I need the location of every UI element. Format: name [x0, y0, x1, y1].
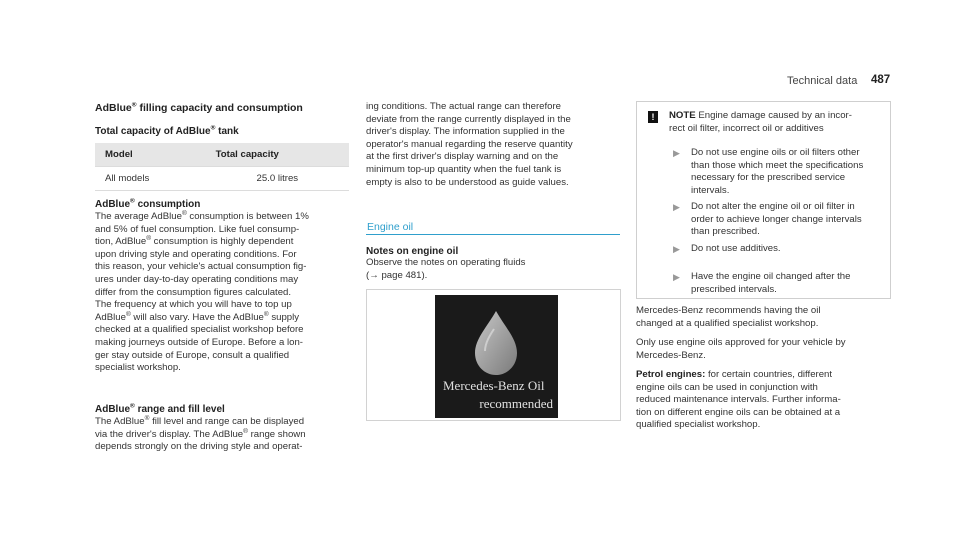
table-header-capacity: Total capacity: [206, 143, 349, 167]
heading-adblue-capacity: AdBlue® filling capacity and consumption: [95, 101, 303, 114]
table-cell-model: All models: [95, 167, 206, 191]
notes-text: [366, 257, 626, 282]
note-bullet-item: [691, 147, 886, 197]
text-line: checked at a qualified specialist workshop before: [95, 324, 304, 336]
note-bullet-item: [691, 243, 886, 256]
range-text: [95, 416, 355, 454]
image-caption-line2: recommended: [479, 396, 553, 411]
text-line: order to achieve longer change intervals: [691, 213, 862, 225]
section-divider: [366, 234, 620, 235]
text-line: ing conditions. The actual range can therefore: [366, 101, 562, 112]
text-line: this reason, your vehicle's actual consumption fig-: [95, 261, 307, 273]
recommendation-text: [636, 305, 896, 330]
text-line: Do not alter the engine oil or oil filter in: [691, 201, 855, 212]
text-line: differ from the consumption figures calculated.: [95, 286, 292, 298]
text-line: Mercedes-Benz.: [636, 349, 706, 361]
image-caption-line1: Mercedes-Benz Oil: [443, 378, 545, 393]
text-line: tion on different engine oils can be obtained at a: [636, 406, 841, 418]
note-bullet-item: [691, 271, 886, 296]
petrol-engines-text: [636, 382, 898, 432]
text-line: at the first driver's display warning and on the: [366, 151, 559, 163]
capacity-table: [95, 143, 349, 191]
running-header: Technical data: [787, 75, 858, 87]
text-line: prescribed intervals.: [691, 283, 777, 295]
text-line: Only use engine oils approved for your vehicle by: [636, 337, 846, 348]
text-line: necessary for the prescribed service: [691, 172, 846, 184]
bullet-arrow-icon: ▶: [673, 148, 680, 158]
text-line: via the driver's display. The AdBlue® range shown: [95, 427, 306, 440]
text-line: The average AdBlue® consumption is between 1%: [95, 209, 309, 222]
page-number: 487: [871, 74, 891, 86]
text-line: Do not use engine oils or oil filters other: [691, 147, 860, 158]
text-line: intervals.: [691, 184, 730, 196]
note-title: NOTE: [669, 110, 696, 121]
image-frame: [366, 289, 621, 421]
petrol-engines-label: Petrol engines:: [636, 369, 706, 380]
text-line: upon driving style and operating conditions. For: [95, 248, 297, 260]
approved-oils-text: [636, 337, 896, 362]
text-line: minimum top-up quantity when the fuel tank is: [366, 163, 562, 175]
text-line: qualified specialist workshop.: [636, 419, 761, 431]
consumption-text: [95, 211, 355, 375]
petrol-engines-paragraph: [636, 369, 898, 432]
note-text-line: rect oil filter, incorrect oil or additives: [669, 122, 824, 134]
text-line: Mercedes-Benz recommends having the oil: [636, 305, 821, 316]
note-box: [636, 101, 891, 299]
bullet-arrow-icon: ▶: [673, 202, 680, 212]
text-line: than those which meet the specifications: [691, 159, 864, 171]
table-header-row: [95, 143, 349, 167]
text-line: tion, AdBlue® consumption is highly dependent: [95, 235, 294, 248]
text-line: The AdBlue® fill level and range can be displayed: [95, 414, 305, 427]
text-line: and 5% of fuel consumption. Like fuel consump-: [95, 223, 300, 235]
text-line: reduced maintenance intervals. Further informa-: [636, 394, 841, 406]
bullet-arrow-icon: ▶: [673, 244, 680, 254]
text-line: engine oils can be used in conjunction with: [636, 381, 818, 393]
oil-recommendation-image: [435, 295, 558, 418]
text-line: Have the engine oil changed after the: [691, 271, 851, 282]
text-line: than prescribed.: [691, 226, 760, 238]
text-line: operator's manual regarding the reserve quantity: [366, 138, 573, 150]
table-cell-capacity: 25.0 litres: [206, 167, 349, 191]
bullet-arrow-icon: ▶: [673, 272, 680, 282]
text-line: making journeys outside of Europe. Before a lon-: [95, 336, 303, 348]
text-line: specialist workshop.: [95, 362, 181, 374]
text-line: ures under day-to-day operating conditions may: [95, 273, 299, 285]
table-row: [95, 167, 349, 191]
text-line: deviate from the range currently displayed in the: [366, 113, 571, 125]
text-line: ger stay outside of Europe, consult a qualified: [95, 349, 290, 361]
text-line: Observe the notes on operating fluids: [366, 257, 526, 268]
table-header-model: Model: [95, 143, 206, 167]
range-continued-text: [366, 101, 626, 189]
heading-adblue-consumption: AdBlue® consumption: [95, 197, 201, 210]
warning-icon: !: [648, 111, 658, 123]
note-text-line: Engine damage caused by an incor-: [698, 110, 852, 121]
text-line: The frequency at which you will have to top up: [95, 299, 292, 311]
text-line: Do not use additives.: [691, 243, 781, 254]
text-line: (→ page 481).: [366, 269, 428, 281]
heading-notes-engine-oil: Notes on engine oil: [366, 246, 459, 257]
petrol-engines-first-line: for certain countries, different: [707, 369, 833, 380]
heading-total-capacity: Total capacity of AdBlue® tank: [95, 124, 239, 137]
text-line: empty is also to be understood as guide values.: [366, 176, 569, 188]
note-bullet-item: [691, 201, 886, 239]
text-line: depends strongly on the driving style and operat-: [95, 441, 303, 453]
text-line: AdBlue® will also vary. Have the AdBlue® supply: [95, 310, 300, 323]
text-line: driver's display. The information supplied in the: [366, 126, 565, 138]
heading-adblue-range: AdBlue® range and fill level: [95, 402, 225, 415]
text-line: changed at a qualified specialist workshop.: [636, 317, 819, 329]
section-title-engine-oil: Engine oil: [367, 221, 414, 233]
note-header: [669, 110, 884, 135]
